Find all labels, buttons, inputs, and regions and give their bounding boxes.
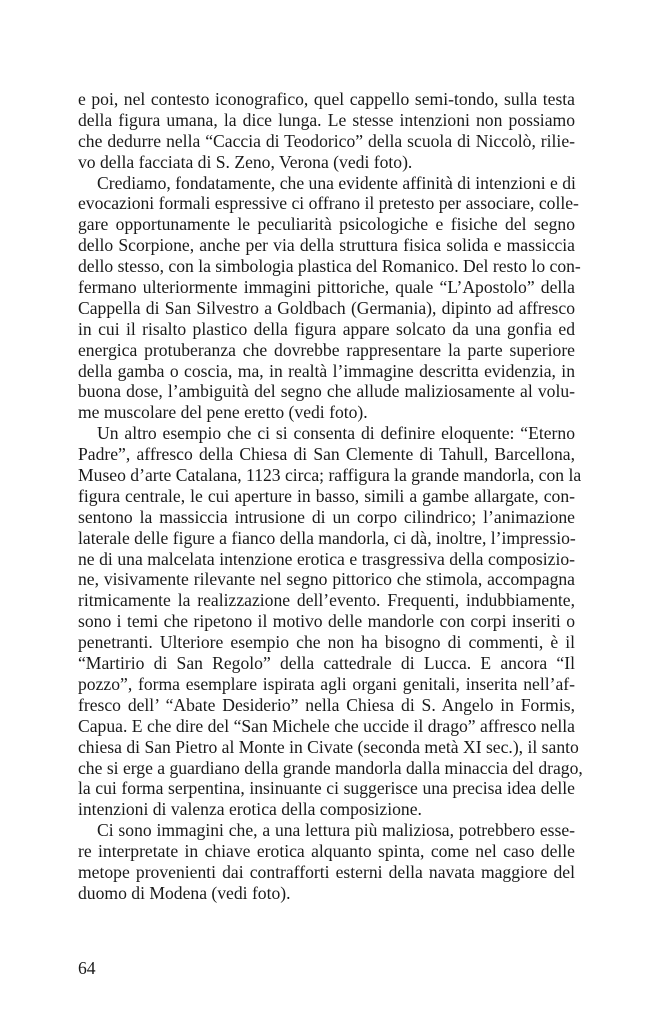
text-line: Padre”, affresco della Chiesa di San Clemente di Tahull, Barcellona, — [78, 444, 575, 465]
text-line: la cui forma serpentina, insinuante ci suggerisce una precisa idea delle — [78, 778, 575, 799]
paragraph — [78, 423, 583, 820]
text-line: figura centrale, le cui aperture in basso, simili a gambe allargate, con- — [78, 485, 575, 506]
paragraph — [78, 172, 581, 424]
text-line: Capua. E che dire del “San Michele che uccide il drago” affresco nella — [78, 715, 575, 736]
text-line: “Martirio di San Regolo” della cattedrale di Lucca. E ancora “Il — [78, 653, 575, 674]
text-line: sono i temi che ripetono il motivo delle mandorle con corpi inseriti o — [78, 611, 575, 632]
text-line: Cappella di San Silvestro a Goldbach (Germania), dipinto ad affresco — [78, 297, 575, 318]
body-text — [78, 89, 583, 904]
text-line: sentono la massiccia intrusione di un corpo cilindrico; l’animazione — [78, 506, 575, 527]
text-line: intenzioni di valenza erotica della composizione. — [78, 799, 422, 820]
text-line: ne, visivamente rilevante nel segno pittorico che stimola, accompagna — [78, 569, 575, 590]
text-line: chiesa di San Pietro al Monte in Civate (seconda metà XI sec.), il santo — [78, 736, 579, 757]
text-line: gare opportunamente le peculiarità psicologiche e fisiche del segno — [78, 214, 575, 235]
text-line: Un altro esempio che ci si consenta di definire eloquente: “Eterno — [97, 423, 575, 444]
text-line: Crediamo, fondatamente, che una evidente affinità di intenzioni e di — [97, 172, 576, 193]
text-line: dello Scorpione, anche per via della struttura fisica solida e massiccia — [78, 235, 575, 256]
paragraph — [78, 820, 575, 904]
text-line: che si erge a guardiano della grande mandorla dalla minaccia del drago, — [78, 757, 583, 778]
text-line: e poi, nel contesto iconografico, quel cappello semi-tondo, sulla testa — [78, 89, 575, 109]
page-number: 64 — [78, 958, 96, 978]
text-line: evocazioni formali espressive ci offrano il pretesto per associare, colle- — [78, 193, 579, 214]
text-line: fresco dell’ “Abate Desiderio” nella Chiesa di S. Angelo in Formis, — [78, 694, 575, 715]
text-line: fermano ulteriormente immagini pittoriche, quale “L’Apostolo” della — [78, 277, 575, 298]
text-line: Museo d’arte Catalana, 1123 circa; raffigura la grande mandorla, con la — [78, 465, 582, 486]
text-line: energica protuberanza che dovrebbe rappresentare la parte superiore — [78, 339, 575, 360]
text-line: duomo di Modena (vedi foto). — [78, 882, 291, 903]
text-line: buona dose, l’ambiguità del segno che allude maliziosamente al volu- — [78, 381, 575, 402]
text-line: Ci sono immagini che, a una lettura più maliziosa, potrebbero esse- — [97, 820, 575, 841]
text-line: che dedurre nella “Caccia di Teodorico” della scuola di Niccolò, rilie- — [78, 130, 575, 151]
text-line: metope provenienti dai contrafforti esterni della navata maggiore del — [78, 861, 575, 882]
text-line: ritmicamente la realizzazione dell’evento. Frequenti, indubbiamente, — [78, 590, 575, 611]
text-line: penetranti. Ulteriore esempio che non ha bisogno di commenti, è il — [78, 632, 575, 653]
text-line: in cui il risalto plastico della figura appare solcato da una gonfia ed — [78, 318, 575, 339]
text-line: re interpretate in chiave erotica alquanto spinta, come nel caso delle — [78, 841, 575, 862]
paragraph — [78, 89, 575, 173]
text-line: laterale delle figure a fianco della mandorla, ci dà, inoltre, l’impressio- — [78, 527, 576, 548]
text-line: della figura umana, la dice lunga. Le stesse intenzioni non possiamo — [78, 109, 575, 130]
text-line: della gamba o coscia, ma, in realtà l’immagine descritta evidenzia, in — [78, 360, 575, 381]
text-line: pozzo”, forma esemplare ispirata agli organi genitali, inserita nell’af- — [78, 673, 575, 694]
text-line: vo della facciata di S. Zeno, Verona (vedi foto). — [78, 151, 413, 172]
text-line: me muscolare del pene eretto (vedi foto). — [78, 402, 368, 423]
text-line: ne di una malcelata intenzione erotica e trasgressiva della composizio- — [78, 548, 575, 569]
text-line: dello stesso, con la simbologia plastica del Romanico. Del resto lo con- — [78, 256, 581, 277]
